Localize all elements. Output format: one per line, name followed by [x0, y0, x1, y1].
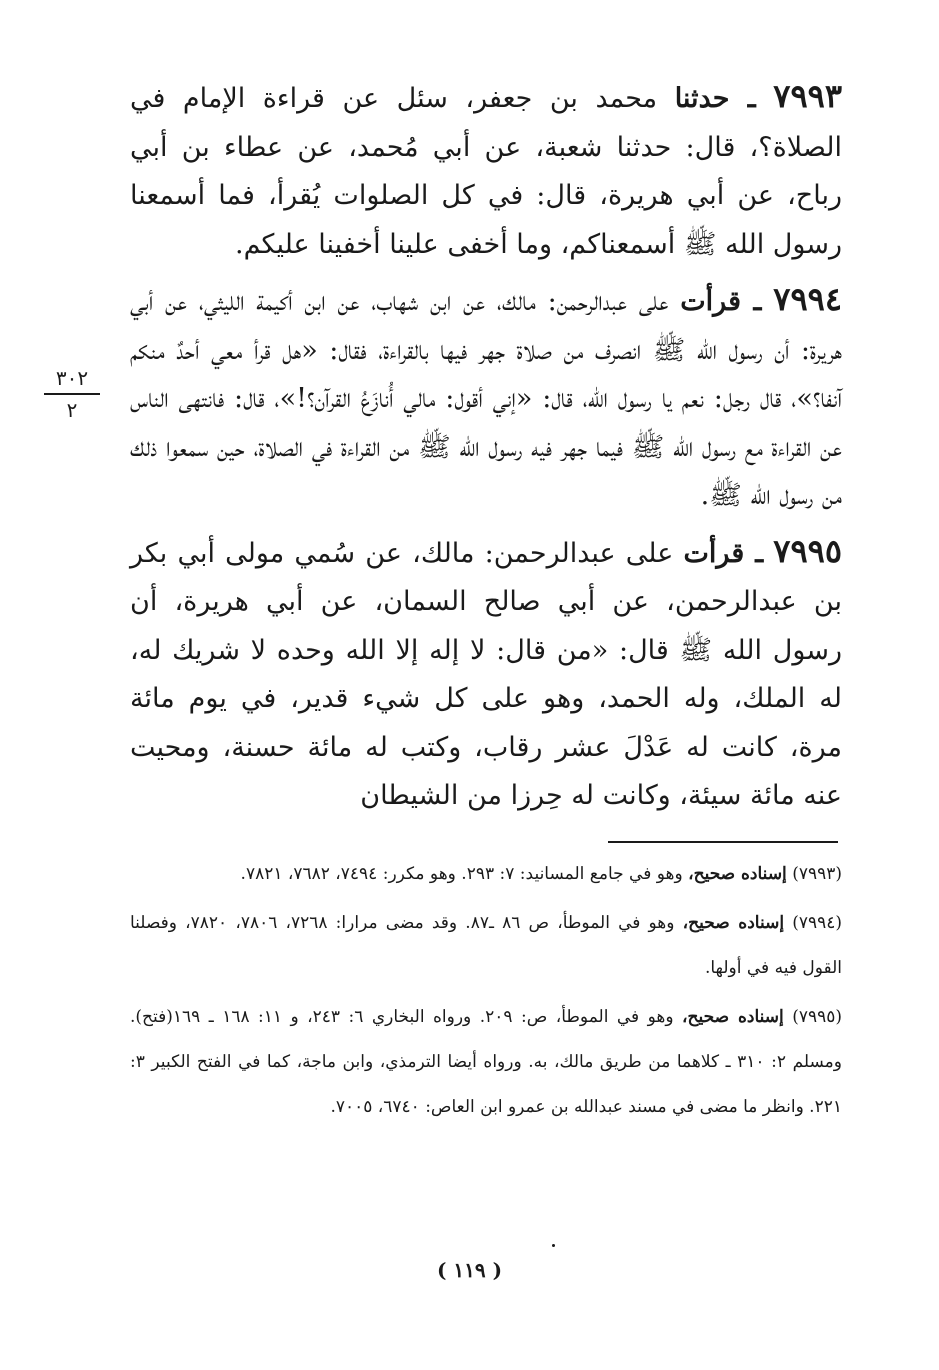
- footnote-7993: [130, 852, 842, 897]
- footnote-grade: إسناده صحيح،: [688, 864, 787, 884]
- hadith-7995: ٧٩٩٥ ـ قرأت على عبدالرحمن: مالك، عن سُمي مولى أبي بكر بن عبدالرحمن، عن أبي صالح السمان، عن أبي هريرة، أن رسول الله ﷺ قال: «من قال: لا إله إلا الله وحده لا شريك له، له الملك، وله الحمد، وهو على كل شيء قدير، في يوم مائة مرة، كانت له عَدْلَ عشر رقاب، وكتب له مائة حسنة، ومحيت عنه مائة سيئة، وكانت له حِرزا من الشيطان: [130, 531, 843, 811]
- hadith-number: ٧٩٩٥: [773, 531, 843, 570]
- hadith-7994: ٧٩٩٤ ـ قرأت على عبدالرحمن: مالك، عن ابن شهاب، عن ابن أكيمة الليثي، عن أبي هريرة: أن رسول الله ﷺ انصرف من صلاة جهر فيها بالقراءة، فقال: «هل قرأ معي أحدٌ منكم آنفا؟»، قال رجل: نعم يا رسول الله، قال: «إني أقول: مالي أُنازَعُ القرآن؟!»، قال: فانتهى الناس عن القراءة مع رسول الله ﷺ فيما جهر فيه رسول الله ﷺ من القراءة في الصلاة، حين سمعوا ذلك من رسول الله ﷺ.: [130, 280, 842, 511]
- footnote-ref: (٧٩٩٥): [792, 1007, 843, 1027]
- margin-page-reference: [44, 365, 100, 423]
- hadith-number: ٧٩٩٤: [773, 280, 842, 318]
- page-number: ( ١١٩ ): [436, 1258, 503, 1282]
- footnote-ref: (٧٩٩٣): [792, 864, 842, 884]
- margin-ref-volume-page: ٣٠٢: [44, 365, 100, 395]
- hadith-lead: قرأت: [680, 286, 741, 317]
- hadith-text: على عبدالرحمن: مالك، عن سُمي مولى أبي بكر بن عبدالرحمن، عن أبي صالح السمان، عن أبي هريرة، أن رسول الله ﷺ قال: «من قال: لا إله إلا الله وحده لا شريك له، له الملك، وله الحمد، وهو على كل شيء قدير، في يوم مائة مرة، كانت له عَدْلَ عشر رقاب، وكتب له مائة حسنة، ومحيت عنه مائة سيئة، وكانت له حِرزا من الشيطان: [130, 537, 842, 811]
- main-text-body: [130, 72, 842, 827]
- footnote-ref: (٧٩٩٤): [792, 913, 843, 933]
- ink-dot: [552, 1244, 555, 1247]
- footnote-text: وهو في الموطأ، ص: ٢٠٩. ورواه البخاري ٦: ٢٤٣، و ١١: ١٦٨ ـ ١٦٩(فتح). ومسلم ٢: ٣١٠ ـ كلاهما من طريق مالك، به. ورواه أيضا الترمذي، وابن ماجة، كما في الفتح الكبير ٣: ٢٢١. وانظر ما مضى في مسند عبدالله بن عمرو ابن العاص: ٦٧٤٠، ٧٠٠٥.: [130, 1007, 842, 1117]
- footnote-grade: إسناده صحيح،: [682, 1007, 784, 1027]
- margin-ref-line: ٢: [66, 398, 78, 422]
- hadith-number: ٧٩٩٣: [773, 77, 842, 115]
- footnote-grade: إسناده صحيح،: [682, 913, 785, 933]
- footnote-7995: [130, 995, 842, 1130]
- footnote-text: وهو في الموطأ، ص ٨٦ ـ٨٧. وقد مضى مرارا: ٧٢٦٨، ٧٨٠٦، ٧٨٢٠، وفصلنا القول فيه في أولها.: [130, 913, 842, 978]
- footnote-text: وهو في جامع المسانيد: ٧: ٢٩٣. وهو مكرر: ٧٤٩٤، ٧٦٨٢، ٧٨٢١.: [240, 864, 683, 884]
- hadith-lead: حدثنا: [674, 83, 730, 114]
- footnotes-section: [130, 852, 842, 1134]
- hadith-lead: قرأت: [683, 537, 745, 569]
- hadith-text: على عبدالرحمن: مالك، عن ابن شهاب، عن ابن أكيمة الليثي، عن أبي هريرة: أن رسول الله ﷺ انصرف من صلاة جهر فيها بالقراءة، فقال: «هل قرأ معي أحدٌ منكم آنفا؟»، قال رجل: نعم يا رسول الله، قال: «إني أقول: مالي أُنازَعُ القرآن؟!»، قال: فانتهى الناس عن القراءة مع رسول الله ﷺ فيما جهر فيه رسول الله ﷺ من القراءة في الصلاة، حين سمعوا ذلك من رسول الله ﷺ.: [130, 286, 842, 511]
- footnote-7994: [130, 901, 842, 991]
- footnote-divider: [608, 841, 838, 843]
- hadith-7993: ٧٩٩٣ ـ حدثنا محمد بن جعفر، سئل عن قراءة الإمام في الصلاة؟، قال: حدثنا شعبة، عن أبي مُحمد، عن عطاء بن أبي رباح، عن أبي هريرة، قال: في كل الصلوات يُقرأ، فما أسمعنا رسول الله ﷺ أسمعناكم، وما أخفى علينا أخفينا عليكم.: [130, 77, 842, 260]
- hadith-text: محمد بن جعفر، سئل عن قراءة الإمام في الصلاة؟، قال: حدثنا شعبة، عن أبي مُحمد، عن عطاء بن أبي رباح، عن أبي هريرة، قال: في كل الصلوات يُقرأ، فما أسمعنا رسول الله ﷺ أسمعناكم، وما أخفى علينا أخفينا عليكم.: [130, 83, 842, 260]
